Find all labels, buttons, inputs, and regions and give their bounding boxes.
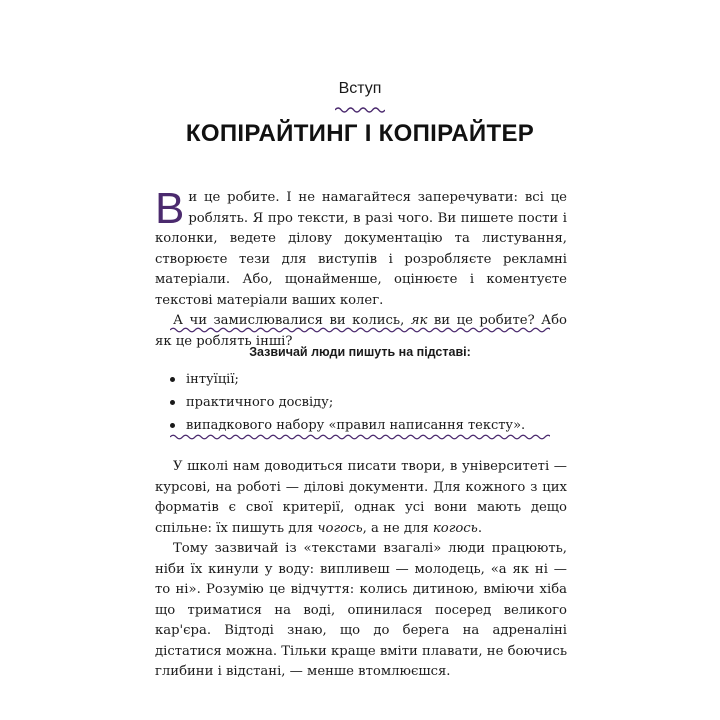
- body-text: [155, 457, 567, 683]
- callout-top-wave-divider: [170, 325, 550, 335]
- intro-p2-after: ви це робите? Або як це роблять інші?: [155, 313, 567, 349]
- chapter-title: КОПІРАЙТИНГ І КОПІРАЙТЕР: [185, 120, 535, 147]
- list-item: [170, 368, 560, 391]
- body-p1-emphasis-2: когось: [432, 520, 478, 536]
- body-paragraph-2: Тому зазвичай із «текстами взагалі» люди працюють, ніби їх кинули у воду: випливеш — молодець, «а як ні — то ні». Розумію це відчуття: колись дитиною, вміючи хіба що триматися на воді, опинилася посеред великого кар'єра. Відтоді знаю, що до берега на адреналіні дістатися можна. Тільки краще вміти плавати, не боючись глибини і відстані, — менше втомлюєшся.: [155, 541, 568, 679]
- callout-bottom-wave-divider: [170, 432, 550, 442]
- body-paragraph-1: [155, 457, 567, 539]
- body-p1-emphasis-1: чогось: [317, 520, 363, 536]
- title-wave-ornament: [335, 106, 385, 114]
- list-item-text: інтуїції;: [186, 372, 239, 387]
- body-p1-before: У школі нам доводиться писати твори, в університеті — курсові, на роботі — ділові документи. Для кожного з цих форматів є свої критерії, однак усі вони мають дещо спільне: їх пишуть для: [155, 459, 567, 536]
- callout-bullet-list: [170, 368, 560, 437]
- body-p1-mid: , а не для: [362, 520, 433, 536]
- body-p1-end: .: [477, 520, 483, 536]
- intro-p2-before: А чи замислювалися ви колись,: [173, 313, 411, 328]
- bullet-icon: [170, 423, 175, 428]
- list-item: [170, 391, 560, 414]
- intro-p2-emphasis: як: [410, 313, 428, 328]
- section-label: Вступ: [338, 80, 382, 97]
- bullet-icon: [170, 400, 175, 405]
- callout-title: Зазвичай люди пишуть на підставі:: [249, 345, 471, 359]
- intro-paragraph-1-text: и це робите. І не намагайтеся заперечувати: всі це роблять. Я про тексти, в разі чого. Ви пишете пости і колонки, ведете ділову документацію та листування, створюєте тези для виступів і розробляєте рекламні матеріали. Або, щонайменше, оцінюєте і коментуєте текстові матеріали ваших колег.: [155, 190, 567, 308]
- list-item-text: випадкового набору «правил написання тексту».: [186, 418, 526, 433]
- drop-cap: В: [155, 184, 185, 233]
- intro-paragraph-1: [155, 184, 567, 311]
- list-item-text: практичного досвіду;: [186, 395, 334, 410]
- bullet-icon: [170, 377, 175, 382]
